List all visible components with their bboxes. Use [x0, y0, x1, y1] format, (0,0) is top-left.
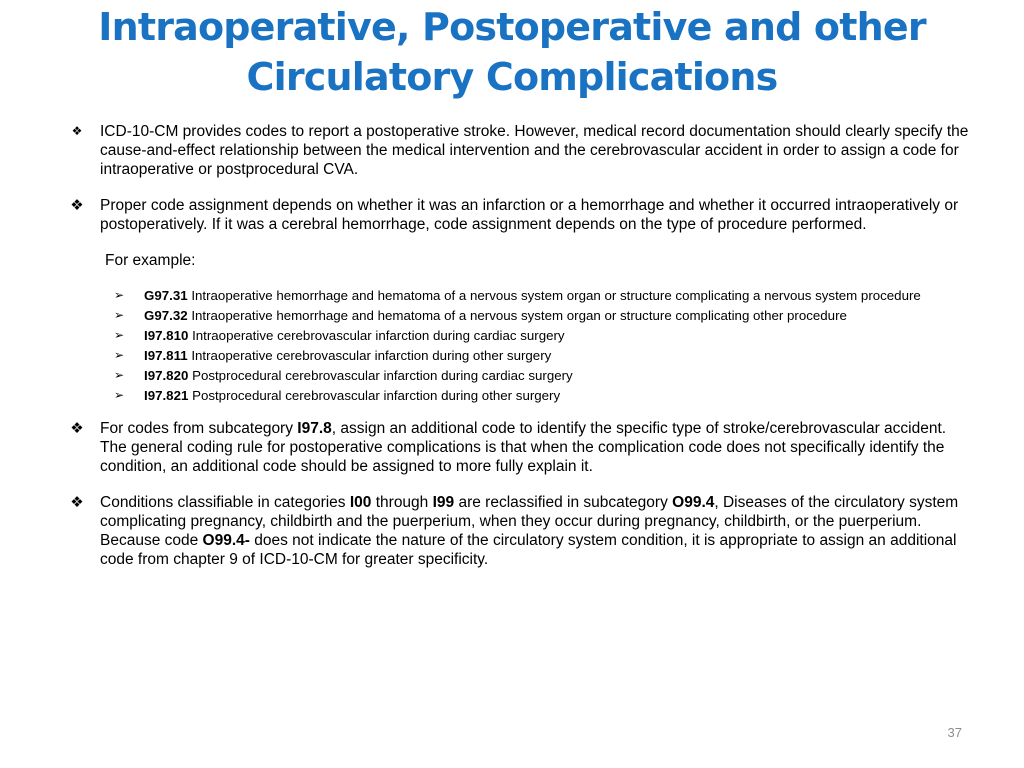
bullet-paragraph-3	[62, 419, 972, 476]
code-list-item	[62, 287, 972, 304]
code-description: Intraoperative hemorrhage and hematoma of a nervous system organ or structure complicating other procedure	[187, 308, 847, 323]
text-run: are reclassified in subcategory	[454, 494, 673, 511]
code-ref: I00	[349, 494, 372, 511]
code-list-item	[62, 327, 972, 344]
code-id: G97.31	[144, 288, 188, 303]
code-id: I97.811	[144, 348, 188, 363]
bullet-paragraph-1	[62, 122, 972, 179]
arrow-bullet-icon: ➢	[114, 348, 125, 362]
arrow-bullet-icon: ➢	[114, 308, 125, 322]
four-diamond-bullet-icon: ❖	[70, 494, 84, 511]
text-run: , assign an additional code to identify the specific type of stroke/cerebrovascular accident. The general coding rule for postoperative complications is that when the complication code does not specifically identify the condition, an additional code should be assigned to more fully explain it.	[100, 420, 947, 475]
code-list-item	[62, 367, 972, 384]
arrow-bullet-icon: ➢	[114, 328, 125, 342]
text-run: , Diseases of the circulatory system complicating pregnancy, childbirth and the puerperium, when they occur during pregnancy, childbirth, or the puerperium. Because code	[100, 494, 959, 549]
code-list-item	[62, 387, 972, 404]
code-id: G97.32	[144, 308, 188, 323]
page-number: 37	[947, 725, 962, 740]
arrow-bullet-icon: ➢	[114, 368, 125, 382]
code-description: Postprocedural cerebrovascular infarction during other surgery	[188, 388, 561, 403]
example-label: For example:	[105, 252, 196, 269]
text-run: For codes from subcategory	[100, 420, 298, 437]
code-description: Intraoperative hemorrhage and hematoma of a nervous system organ or structure complicating a nervous system procedure	[187, 288, 921, 303]
text-run: through	[371, 494, 433, 511]
bullet-text-2: Proper code assignment depends on whether it was an infarction or a hemorrhage and whether it occurred intraoperatively or postoperatively. If it was a cerebral hemorrhage, code assignment depends on the type of procedure performed.	[100, 197, 959, 233]
text-run: Conditions classifiable in categories	[100, 494, 350, 511]
code-description: Intraoperative cerebrovascular infarction during other surgery	[187, 348, 552, 363]
code-ref: I97.8	[297, 420, 332, 437]
arrow-bullet-icon: ➢	[114, 388, 125, 402]
code-description: Intraoperative cerebrovascular infarction during cardiac surgery	[188, 328, 565, 343]
slide-title: Intraoperative, Postoperative and other Circulatory Complications	[98, 5, 926, 99]
text-run: does not indicate the nature of the circulatory system condition, it is appropriate to assign an additional code from chapter 9 of ICD-10-CM for greater specificity.	[100, 532, 957, 568]
code-id: I97.821	[144, 388, 189, 403]
code-list	[62, 287, 972, 404]
code-ref: O99.4	[672, 494, 715, 511]
code-ref: O99.4-	[202, 532, 250, 549]
code-id: I97.820	[144, 368, 189, 383]
code-list-item	[62, 347, 972, 364]
four-diamond-bullet-icon: ❖	[71, 124, 83, 138]
arrow-bullet-icon: ➢	[114, 288, 125, 302]
bullet-text-4	[100, 494, 958, 568]
bullet-paragraph-4	[62, 493, 972, 569]
code-id: I97.810	[144, 328, 189, 343]
four-diamond-bullet-icon: ❖	[70, 197, 84, 214]
four-diamond-bullet-icon: ❖	[70, 420, 84, 437]
code-ref: I99	[432, 494, 455, 511]
bullet-text-1: ICD-10-CM provides codes to report a postoperative stroke. However, medical record documentation should clearly specify the cause-and-effect relationship between the medical intervention and the cerebrovascular accident in order to assign a code for intraoperative or postprocedural CVA.	[100, 123, 969, 178]
code-description: Postprocedural cerebrovascular infarction during cardiac surgery	[188, 368, 573, 383]
slide-body	[62, 122, 972, 569]
bullet-paragraph-2	[62, 196, 972, 234]
bullet-text-3	[100, 420, 946, 475]
code-list-item	[62, 307, 972, 324]
